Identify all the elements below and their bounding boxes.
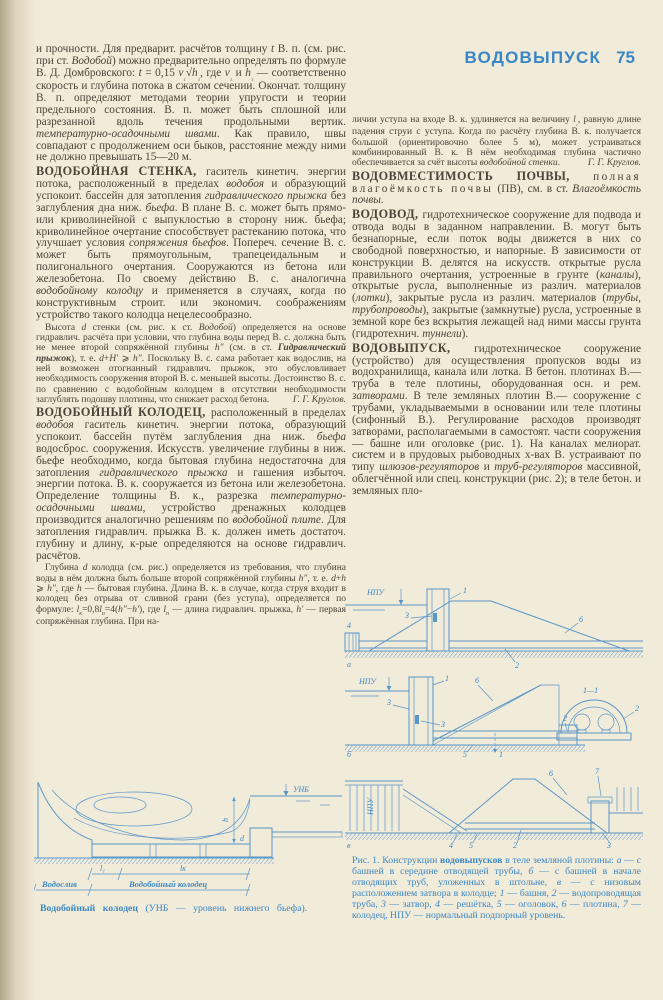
label-4-v: 4 [449,841,453,849]
right-column [352,114,641,583]
label-d: d [240,834,244,843]
label-sec-1-1: 1—1 [583,686,599,695]
basin-floor-slab [92,844,250,857]
entry-vodoboyny-kolodets: ВОДОБОЙНЫЙ КОЛОДЕЦ, расположенный в пределах водобоя гаситель кинетич. энергии потока, образующий успокоит. бассейн путём заглубления дна ниж. бьефа водосброс. сооружения. Искусств. увеличение глубины в ниж. бьефе необходимо, когда бытовая глубина недостаточна для затопления гидравлического прыжка и гашения избыточ. энергии потока. В. к. сооружается из бетона или железобетона. Определение толщины В. к., разрезка температурно-осадочными швами, устройство дренажных колодцев производится аналогично решениям по водобойной плите. Для затопления гидравлич. прыжка В. к. должен иметь достаточ. глубину и длину, к-рые определяются на основе гидравлич. расчётов. [36,405,346,562]
label-4-a: 4 [347,621,351,630]
tailwater-surface [250,796,342,805]
entry-vodovmestimost-pochvy: ВОДОВМЕСТИМОСТЬ ПОЧВЫ, полная влагоёмкость почвы (ПВ), см. в ст. Влагоёмкость почвы. [352,168,641,207]
left-column [36,44,346,781]
entry-vodovypusk: ВОДОВЫПУСК, гидротехническое сооружение (устройство) для осуществления пропусков воды из водохранилища, канала или лотка. В бетон. плотинах В.— труба в теле плотины, оборудованная осн. и рем. затворами. В теле земляных плотин В.— сооружение с трубами, укладываемыми в основании или теле плотины (сифонный В.). Регулирование расходов производят затворами, располагаемыми в самостоят. части сооружения — башне или оголовке (рис. 1). На каналах мелиорат. систем и в прудовых рыбоводных х-вах В. устраивают по типу шлюзов-регуляторов и труб-регуляторов массивной, облегчённой или спец. конструкции (рис. 2); в теле бетон. и земляных пло- [352,340,641,498]
fine-print-stenka: Высота d стенки (см. рис. к ст. Водобой) определяется на основе гидравлич. расчёта при условии, что глубина воды перед В. с. должна быть не менее второй сопряжённой глубины h″ (см. в ст. Гидравлический прыжок), т. е. d+H′ ⩾ h″. Поскольку В. с. сама работает как водослив, на ней возможен отогнанный гидравлич. прыжок, это обусловливает необходимость сооружения второй В. с. меньшей высоты. Достоинство В. с. по сравнению с водобойным колодцем в отсутствии необходимости заглублять подошву плотины, что снижает расход бетона. Г. Г. Круглов. [36,322,346,405]
entry-vodovod: ВОДОВОД, гидротехническое сооружение для подвода и отвода воды в заданном направлении. В. могут быть безнапорные, если поток воды движется в них со свободной поверхностью, и напорные. В зависимости от конструкции В. делятся на искусств. открытые русла правильного очертания, устроенные в грунте (каналы), открытые русла, выполненные из различ. материалов (лотки), закрытые русла из различ. материалов (трубы, трубопроводы), закрытые (замкнутые) русла, устроенные в земной коре без вскрытия лежащей над ними массы грунта (гидротехнич. туннели). [352,207,641,340]
label-letter-b: б [347,750,352,759]
label-vodosliv: Водослив [42,879,77,889]
label-2-inset: 2 [635,704,639,713]
figure-caption-1: Рис. 1. Конструкции водовыпусков в теле земляной плотины: а — с башней в середине отводящей трубы, б — с башней в начале отводящих труб, уложенных в штольне, в — с низовым расположением затвора в колодце; 1 — башня, 2 — водопроводящая труба, 3 — затвор, 4 — решётка, 5 — оголовок, 6 — плотина, 7 — колодец, НПУ — нормальный подпорный уровень. [352,855,642,921]
label-2-v: 2 [513,841,517,849]
depth-dimensions [221,797,245,843]
page-number: 75 [616,48,635,67]
running-header-title: ВОДОВЫПУСК [464,48,602,67]
label-2-b: 2 [563,714,567,723]
downstream-wall-hatching [617,787,638,811]
section-a-tower-mid-pipe [345,586,643,670]
length-dimensions [88,864,250,880]
label-lk: lк [180,864,186,873]
figure-caption-kolodets: Водобойный колодец (УНБ — уровень нижнего бьефа). [40,903,308,914]
label-6-b: 6 [475,676,479,685]
label-letter-v: в [347,841,351,849]
running-header [465,48,635,68]
fine-print-continuation: личии уступа на входе В. к. удлиняется на величину $l_{_1}$, равную длине падения струи с уступа. Когда по расчёту глубина В. к. получается большой (ориентировочно более 5 м), может устраиваться комбинированный В. к. В нём необходимая глубина частично обеспечивается за счёт высоты водобойной стенки. Г. Г. Круглов. [352,115,641,169]
label-unb: УНБ [293,785,309,794]
ground-hatching [34,858,274,864]
label-h: h [221,818,230,822]
label-5-b: 5 [463,750,467,759]
label-cut-1: 1 [499,750,503,759]
spillway-body [38,782,92,858]
label-5-v: 5 [469,841,473,849]
label-letter-a: а [347,660,351,669]
figure-1-vodovypuski [344,583,644,849]
label-3-a: 3 [405,611,409,620]
dam-outlet-diagrams [344,583,644,849]
label-l1: l₁ [100,864,106,873]
label-2-a: 2 [515,661,519,670]
paragraph-continuation-vodoboynaya-plita: и прочности. Для предварит. расчётов толщину t В. п. (см. рис. при ст. Водобой) можно предварительно определять по формуле В. Д. Домбровского: t = 0,15 $v_{_1}√h_{_1}$, где $v_{_1}$ и $h_{_1}$ — соответственно скорость и глубина потока в сжатом сечении. Окончат. толщину В. п. определяют методами теории упругости и теории предельного состояния. В. п. может быть сплошной или разрезанной вдоль течения продольными вертик. температурно-осадочными швами. Как правило, швы совпадают с продолжением оси быков, расстояние между ними не должно превышать 15—20 м. [36,44,346,164]
end-sill-and-apron [250,828,342,857]
label-3-b2: 3 [441,720,445,729]
spine-shadow [0,0,36,1000]
stilling-basin-diagram [34,782,344,900]
label-npu-a: НПУ [367,588,384,597]
figure-vodoboyny-kolodets [34,782,344,900]
label-6-v: 6 [549,769,553,778]
section-1-1-detail [557,686,639,740]
label-npu-v: НПУ [366,798,375,815]
flow-lines [52,790,250,840]
zone-labels [34,879,250,896]
entry-vodoboynaya-stenka: ВОДОБОЙНАЯ СТЕНКА, гаситель кинетич. энергии потока, расположенный в пределах водобоя и образующий успокоит. бассейн для затопления гидравлического прыжка без заглубления дна ниж. бьефа. В плане В. с. может быть прямо- или криволинейной с выпуклостью в сторону ниж. бьефа; криволинейное очертание способствует растеканию потока, что улучшает условия сопряжения бьефов. Попереч. сечение В. с. может быть прямоугольным, трапецеидальным и полигонального очертания. Сооружаются из бетона или железобетона. По своему действию В. с. аналогична водобойному колодцу и применяется в случаях, когда по конструктивным строит. или экономич. соображениям устройство такого колодца нецелесообразно. [36,164,346,321]
fine-print-kolodets: Глубина d колодца (см. рис.) определяется из требования, что глубина воды в нём должна быть больше второй сопряжённой глубины h″, т. е. d+h ⩾ h″, где h — бытовая глубина. Длина В. к. в случае, когда струя входит в колодец без отрыва от сливной грани (без уступа), определяется по формуле: $l_к=0,8l_п=4(h''-h')$, где $l_п$ — длина гидравлич. прыжка, h′ — первая сопряжённая глубина. При на- [36,563,346,628]
label-7-v: 7 [595,767,599,776]
section-v-downstream-gate-well [345,767,643,849]
unb-level-mark [283,784,309,796]
label-3-b: 3 [387,698,391,707]
label-vodoboyny-kolodets: Водобойный колодец [129,879,208,889]
label-npu-b: НПУ [359,677,376,686]
section-b-tower-upstream [345,674,639,759]
label-3-v: 3 [607,841,611,849]
label-1-a: 1 [463,586,467,595]
label-6-a: 6 [579,615,583,624]
label-1-b: 1 [445,674,449,683]
